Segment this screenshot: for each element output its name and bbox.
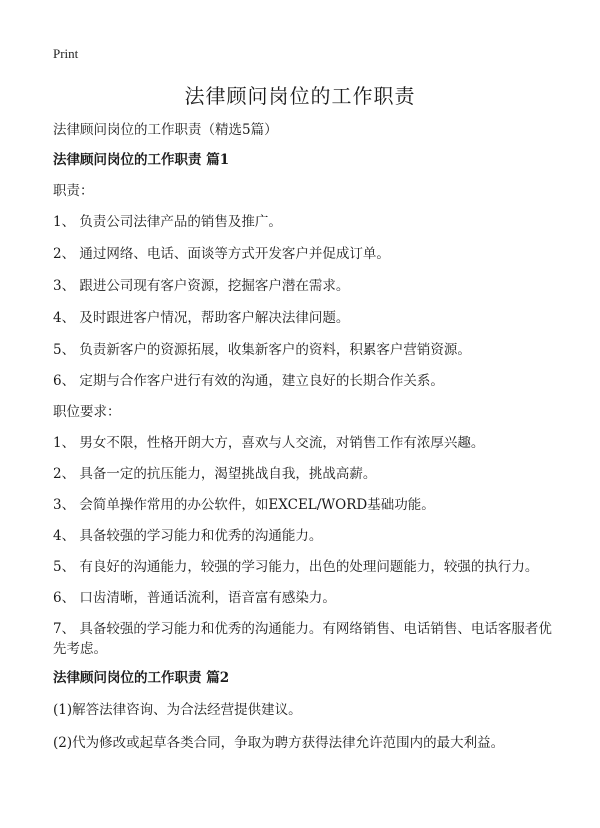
section-heading-2: 法律顾问岗位的工作职责 篇2 xyxy=(53,670,230,686)
document-title: 法律顾问岗位的工作职责 xyxy=(184,84,416,108)
duty-item: 1、 负责公司法律产品的销售及推广。 xyxy=(53,214,282,230)
requirement-item: 5、 有良好的沟通能力，较强的学习能力，出色的处理问题能力，较强的执行力。 xyxy=(53,559,539,575)
requirement-item: 1、 男女不限，性格开朗大方，喜欢与人交流，对销售工作有浓厚兴趣。 xyxy=(53,435,485,451)
requirements-label: 职位要求： xyxy=(53,404,121,420)
duties-label: 职责： xyxy=(53,183,94,199)
document-subtitle: 法律顾问岗位的工作职责（精选5篇） xyxy=(53,122,278,138)
requirement-item: 7、 具备较强的学习能力和优秀的沟通能力。有网络销售、电话销售、电话客服者优先考虑。 xyxy=(53,621,552,657)
requirement-item: 6、 口齿清晰，普通话流利，语音富有感染力。 xyxy=(53,590,336,606)
duty-item: 6、 定期与合作客户进行有效的沟通，建立良好的长期合作关系。 xyxy=(53,373,444,389)
print-link[interactable]: Print xyxy=(53,46,79,61)
section2-item: (2)代为修改或起草各类合同，争取为聘方获得法律允许范围内的最大利益。 xyxy=(53,735,505,751)
section2-item: (1)解答法律咨询、为合法经营提供建议。 xyxy=(53,702,302,718)
section-heading-1: 法律顾问岗位的工作职责 篇1 xyxy=(53,152,230,168)
duty-item: 4、 及时跟进客户情况，帮助客户解决法律问题。 xyxy=(53,310,350,326)
duty-item: 2、 通过网络、电话、面谈等方式开发客户并促成订单。 xyxy=(53,246,390,262)
duty-item: 5、 负责新客户的资源拓展，收集新客户的资料，积累客户营销资源。 xyxy=(53,342,471,358)
requirement-item: 3、 会简单操作常用的办公软件，如EXCEL/WORD基础功能。 xyxy=(53,497,435,513)
requirement-item: 2、 具备一定的抗压能力，渴望挑战自我，挑战高薪。 xyxy=(53,466,377,482)
requirement-item: 4、 具备较强的学习能力和优秀的沟通能力。 xyxy=(53,528,323,544)
duty-item: 3、 跟进公司现有客户资源，挖掘客户潜在需求。 xyxy=(53,278,350,294)
